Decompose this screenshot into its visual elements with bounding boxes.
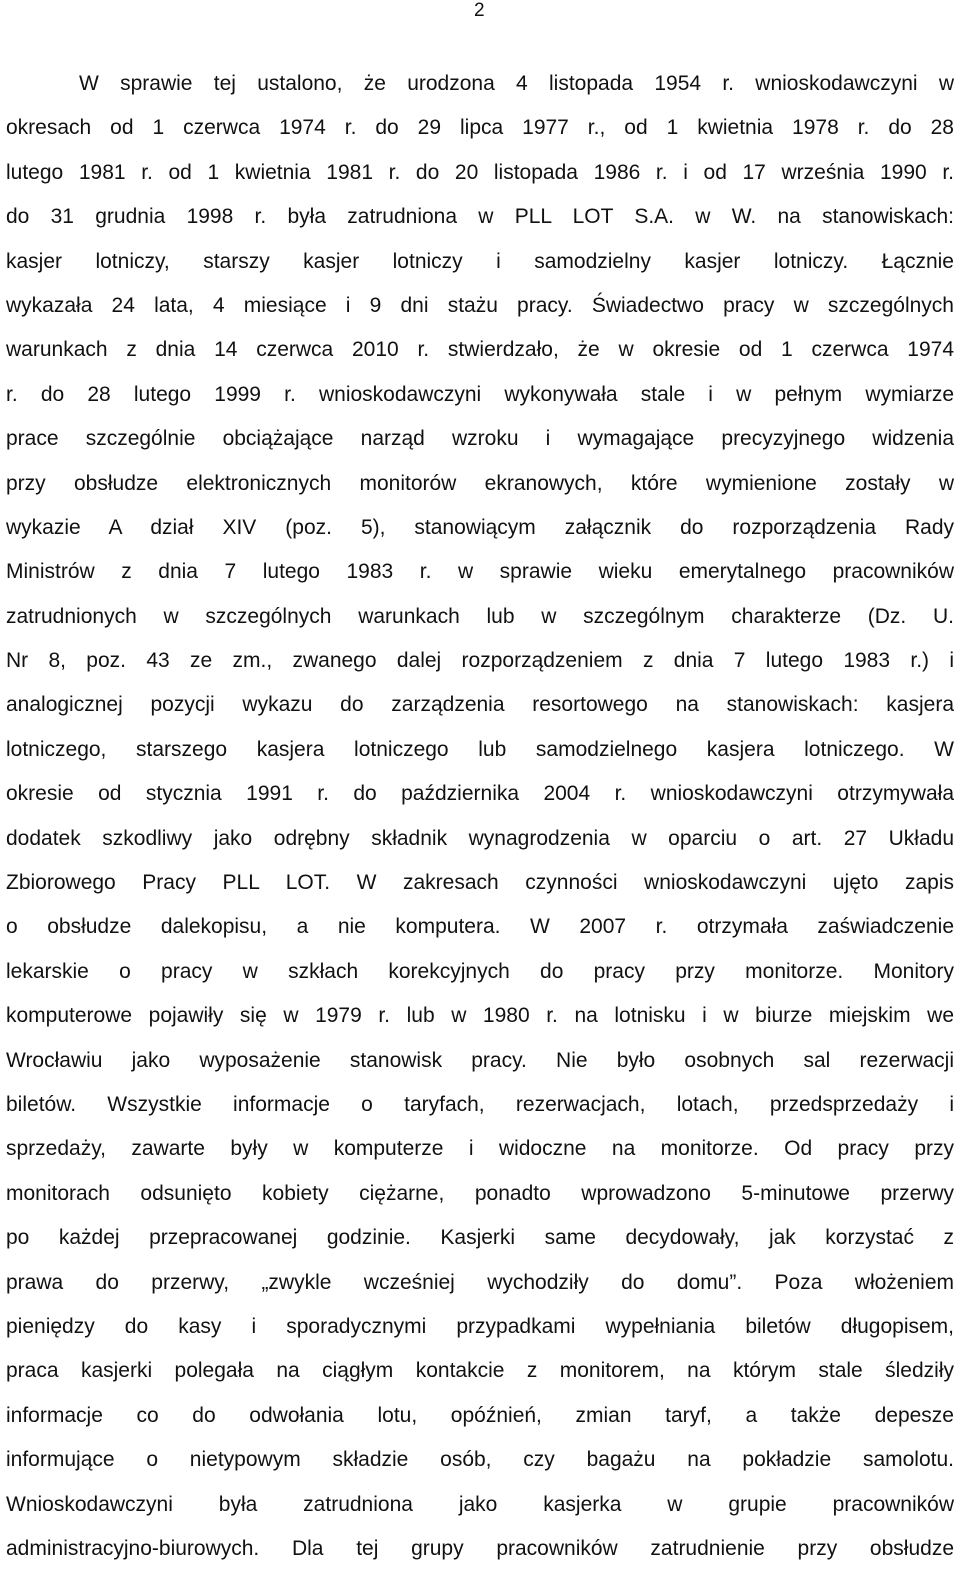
text-line: pieniędzy do kasy i sporadycznymi przypadkami wypełniania biletów długopisem, bbox=[6, 1314, 954, 1338]
text-line: wykazie A dział XIV (poz. 5), stanowiącym załącznik do rozporządzenia Rady bbox=[6, 515, 954, 539]
text-line: sprzedaży, zawarte były w komputerze i widoczne na monitorze. Od pracy przy bbox=[6, 1137, 954, 1161]
text-line: analogicznej pozycji wykazu do zarządzenia resortowego na stanowiskach: kasjera bbox=[6, 693, 954, 717]
text-line: przy obsłudze elektronicznych monitorów ekranowych, które wymienione zostały w bbox=[6, 471, 954, 495]
text-line: Ministrów z dnia 7 lutego 1983 r. w sprawie wieku emerytalnego pracowników bbox=[6, 560, 954, 584]
text-line: lotniczego, starszego kasjera lotniczego lub samodzielnego kasjera lotniczego. W bbox=[6, 737, 954, 761]
text-line: praca kasjerki polegała na ciągłym kontakcie z monitorem, na którym stale śledziły bbox=[6, 1359, 954, 1383]
text-line: prace szczególnie obciążające narząd wzroku i wymagające precyzyjnego widzenia bbox=[6, 427, 954, 451]
text-line: dodatek szkodliwy jako odrębny składnik wynagrodzenia w oparciu o art. 27 Układu bbox=[6, 826, 954, 850]
document-body bbox=[6, 62, 954, 1571]
text-line: informujące o nietypowym składzie osób, czy bagażu na pokładzie samolotu. bbox=[6, 1448, 954, 1472]
text-line: lekarskie o pracy w szkłach korekcyjnych do pracy przy monitorze. Monitory bbox=[6, 959, 954, 983]
text-line: okresie od stycznia 1991 r. do października 2004 r. wnioskodawczyni otrzymywała bbox=[6, 782, 954, 806]
text-line: zatrudnionych w szczególnych warunkach lub w szczególnym charakterze (Dz. U. bbox=[6, 604, 954, 628]
text-line: do 31 grudnia 1998 r. była zatrudniona w PLL LOT S.A. w W. na stanowiskach: bbox=[6, 205, 954, 229]
text-line: prawa do przerwy, „zwykle wcześniej wychodziły do domu”. Poza włożeniem bbox=[6, 1270, 954, 1294]
text-line: W sprawie tej ustalono, że urodzona 4 listopada 1954 r. wnioskodawczyni w bbox=[79, 72, 954, 95]
text-line: lutego 1981 r. od 1 kwietnia 1981 r. do 20 listopada 1986 r. i od 17 września 1990 r. bbox=[6, 160, 954, 184]
text-line: Wrocławiu jako wyposażenie stanowisk pracy. Nie było osobnych sal rezerwacji bbox=[6, 1048, 954, 1072]
text-line: informacje co do odwołania lotu, opóźnień, zmian taryf, a także depesze bbox=[6, 1403, 954, 1427]
text-line: administracyjno-biurowych. Dla tej grupy pracowników zatrudnienie przy obsłudze bbox=[6, 1536, 954, 1560]
text-line: r. do 28 lutego 1999 r. wnioskodawczyni wykonywała stale i w pełnym wymiarze bbox=[6, 382, 954, 406]
text-line: wykazała 24 lata, 4 miesiące i 9 dni stażu pracy. Świadectwo pracy w szczególnych bbox=[6, 293, 954, 317]
text-line: Zbiorowego Pracy PLL LOT. W zakresach czynności wnioskodawczyni ujęto zapis bbox=[6, 871, 954, 895]
text-line: o obsłudze dalekopisu, a nie komputera. W 2007 r. otrzymała zaświadczenie bbox=[6, 915, 954, 939]
text-line: kasjer lotniczy, starszy kasjer lotniczy i samodzielny kasjer lotniczy. Łącznie bbox=[6, 249, 954, 273]
text-line: biletów. Wszystkie informacje o taryfach, rezerwacjach, lotach, przedsprzedaży i bbox=[6, 1092, 954, 1116]
page-number: 2 bbox=[474, 0, 485, 21]
text-line: warunkach z dnia 14 czerwca 2010 r. stwierdzało, że w okresie od 1 czerwca 1974 bbox=[6, 338, 954, 362]
text-line: komputerowe pojawiły się w 1979 r. lub w 1980 r. na lotnisku i w biurze miejskim we bbox=[6, 1004, 954, 1028]
text-line: Nr 8, poz. 43 ze zm., zwanego dalej rozporządzeniem z dnia 7 lutego 1983 r.) i bbox=[6, 649, 954, 673]
text-line: okresach od 1 czerwca 1974 r. do 29 lipca 1977 r., od 1 kwietnia 1978 r. do 28 bbox=[6, 116, 954, 140]
text-line: po każdej przepracowanej godzinie. Kasjerki same decydowały, jak korzystać z bbox=[6, 1226, 954, 1250]
text-line: monitorach odsunięto kobiety ciężarne, ponadto wprowadzono 5-minutowe przerwy bbox=[6, 1181, 954, 1205]
text-line: Wnioskodawczyni była zatrudniona jako kasjerka w grupie pracowników bbox=[6, 1492, 954, 1516]
